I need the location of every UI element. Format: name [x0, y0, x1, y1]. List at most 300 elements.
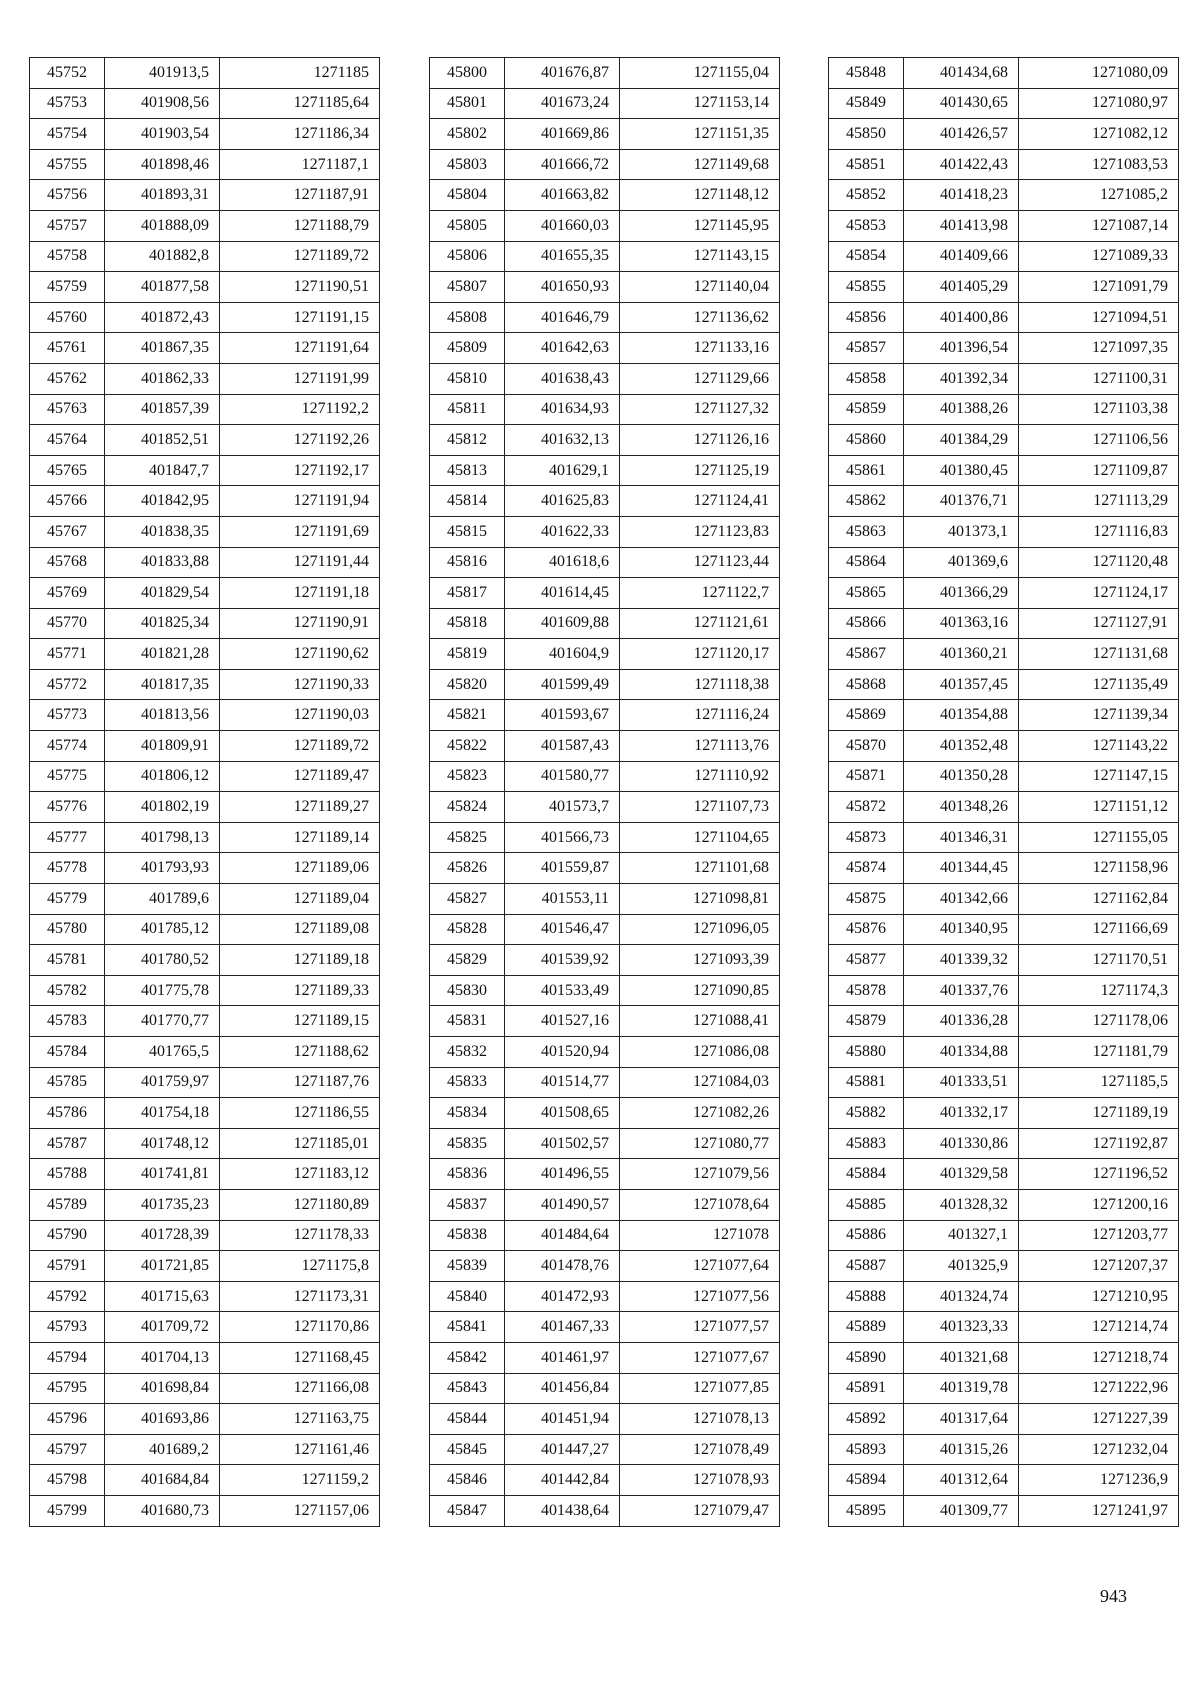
table-row — [430, 1281, 780, 1312]
table-row — [829, 1373, 1179, 1404]
point-number-cell: 45810 — [430, 363, 505, 394]
table-row — [829, 1067, 1179, 1098]
x-coordinate-cell: 401704,13 — [105, 1342, 220, 1373]
x-coordinate-cell: 401527,16 — [505, 1006, 620, 1037]
y-coordinate-cell: 1271188,79 — [220, 210, 380, 241]
x-coordinate-cell: 401442,84 — [505, 1465, 620, 1496]
point-number-cell: 45809 — [430, 333, 505, 364]
point-number-cell: 45771 — [30, 639, 105, 670]
x-coordinate-cell: 401872,43 — [105, 302, 220, 333]
x-coordinate-cell: 401325,9 — [904, 1251, 1019, 1282]
point-number-cell: 45842 — [430, 1342, 505, 1373]
table-row — [430, 945, 780, 976]
y-coordinate-cell: 1271085,2 — [1019, 180, 1179, 211]
table-row — [829, 1251, 1179, 1282]
x-coordinate-cell: 401793,93 — [105, 853, 220, 884]
table-row — [30, 608, 380, 639]
y-coordinate-cell: 1271189,72 — [220, 241, 380, 272]
table-row — [829, 1342, 1179, 1373]
point-number-cell: 45840 — [430, 1281, 505, 1312]
y-coordinate-cell: 1271189,19 — [1019, 1098, 1179, 1129]
point-number-cell: 45808 — [430, 302, 505, 333]
table-row — [430, 241, 780, 272]
y-coordinate-cell: 1271185,5 — [1019, 1067, 1179, 1098]
table-row — [30, 486, 380, 517]
x-coordinate-cell: 401759,97 — [105, 1067, 220, 1098]
y-coordinate-cell: 1271190,33 — [220, 669, 380, 700]
point-number-cell: 45819 — [430, 639, 505, 670]
y-coordinate-cell: 1271097,35 — [1019, 333, 1179, 364]
x-coordinate-cell: 401741,81 — [105, 1159, 220, 1190]
y-coordinate-cell: 1271157,06 — [220, 1495, 380, 1526]
x-coordinate-cell: 401533,49 — [505, 975, 620, 1006]
x-coordinate-cell: 401324,74 — [904, 1281, 1019, 1312]
table-row — [430, 58, 780, 89]
table-row — [30, 1037, 380, 1068]
point-number-cell: 45782 — [30, 975, 105, 1006]
x-coordinate-cell: 401862,33 — [105, 363, 220, 394]
table-row — [430, 1220, 780, 1251]
y-coordinate-cell: 1271147,15 — [1019, 761, 1179, 792]
x-coordinate-cell: 401599,49 — [505, 669, 620, 700]
x-coordinate-cell: 401629,1 — [505, 455, 620, 486]
x-coordinate-cell: 401715,63 — [105, 1281, 220, 1312]
point-number-cell: 45775 — [30, 761, 105, 792]
y-coordinate-cell: 1271091,79 — [1019, 272, 1179, 303]
x-coordinate-cell: 401618,6 — [505, 547, 620, 578]
y-coordinate-cell: 1271185,01 — [220, 1128, 380, 1159]
x-coordinate-cell: 401447,27 — [505, 1434, 620, 1465]
y-coordinate-cell: 1271241,97 — [1019, 1495, 1179, 1526]
x-coordinate-cell: 401913,5 — [105, 58, 220, 89]
y-coordinate-cell: 1271094,51 — [1019, 302, 1179, 333]
point-number-cell: 45762 — [30, 363, 105, 394]
x-coordinate-cell: 401838,35 — [105, 516, 220, 547]
x-coordinate-cell: 401350,28 — [904, 761, 1019, 792]
y-coordinate-cell: 1271088,41 — [620, 1006, 780, 1037]
table-row — [430, 1251, 780, 1282]
y-coordinate-cell: 1271187,91 — [220, 180, 380, 211]
point-number-cell: 45758 — [30, 241, 105, 272]
table-row — [30, 333, 380, 364]
y-coordinate-cell: 1271122,7 — [620, 578, 780, 609]
x-coordinate-cell: 401604,9 — [505, 639, 620, 670]
point-number-cell: 45875 — [829, 884, 904, 915]
y-coordinate-cell: 1271082,26 — [620, 1098, 780, 1129]
point-number-cell: 45844 — [430, 1404, 505, 1435]
y-coordinate-cell: 1271116,24 — [620, 700, 780, 731]
point-number-cell: 45768 — [30, 547, 105, 578]
x-coordinate-cell: 401882,8 — [105, 241, 220, 272]
y-coordinate-cell: 1271190,03 — [220, 700, 380, 731]
point-number-cell: 45818 — [430, 608, 505, 639]
y-coordinate-cell: 1271103,38 — [1019, 394, 1179, 425]
table-row — [30, 1495, 380, 1526]
table-row — [430, 884, 780, 915]
table-row — [430, 975, 780, 1006]
y-coordinate-cell: 1271162,84 — [1019, 884, 1179, 915]
y-coordinate-cell: 1271087,14 — [1019, 210, 1179, 241]
y-coordinate-cell: 1271191,18 — [220, 578, 380, 609]
table-row — [829, 761, 1179, 792]
table-row — [30, 1404, 380, 1435]
y-coordinate-cell: 1271174,3 — [1019, 975, 1179, 1006]
point-number-cell: 45790 — [30, 1220, 105, 1251]
table-row — [30, 394, 380, 425]
point-number-cell: 45805 — [430, 210, 505, 241]
y-coordinate-cell: 1271082,12 — [1019, 119, 1179, 150]
x-coordinate-cell: 401587,43 — [505, 731, 620, 762]
point-number-cell: 45895 — [829, 1495, 904, 1526]
table-row — [30, 1067, 380, 1098]
point-number-cell: 45804 — [430, 180, 505, 211]
x-coordinate-cell: 401802,19 — [105, 792, 220, 823]
table-row — [829, 88, 1179, 119]
y-coordinate-cell: 1271093,39 — [620, 945, 780, 976]
x-coordinate-cell: 401825,34 — [105, 608, 220, 639]
point-number-cell: 45852 — [829, 180, 904, 211]
x-coordinate-cell: 401348,26 — [904, 792, 1019, 823]
table-row — [829, 853, 1179, 884]
y-coordinate-cell: 1271191,94 — [220, 486, 380, 517]
point-number-cell: 45894 — [829, 1465, 904, 1496]
table-row — [30, 425, 380, 456]
point-number-cell: 45886 — [829, 1220, 904, 1251]
x-coordinate-cell: 401666,72 — [505, 149, 620, 180]
point-number-cell: 45753 — [30, 88, 105, 119]
table-row — [430, 547, 780, 578]
x-coordinate-cell: 401593,67 — [505, 700, 620, 731]
point-number-cell: 45763 — [30, 394, 105, 425]
y-coordinate-cell: 1271181,79 — [1019, 1037, 1179, 1068]
x-coordinate-cell: 401809,91 — [105, 731, 220, 762]
table-row — [829, 1281, 1179, 1312]
table-row — [430, 669, 780, 700]
y-coordinate-cell: 1271189,27 — [220, 792, 380, 823]
x-coordinate-cell: 401684,84 — [105, 1465, 220, 1496]
point-number-cell: 45798 — [30, 1465, 105, 1496]
point-number-cell: 45812 — [430, 425, 505, 456]
y-coordinate-cell: 1271139,34 — [1019, 700, 1179, 731]
y-coordinate-cell: 1271158,96 — [1019, 853, 1179, 884]
y-coordinate-cell: 1271178,06 — [1019, 1006, 1179, 1037]
point-number-cell: 45755 — [30, 149, 105, 180]
point-number-cell: 45879 — [829, 1006, 904, 1037]
point-number-cell: 45858 — [829, 363, 904, 394]
y-coordinate-cell: 1271145,95 — [620, 210, 780, 241]
point-number-cell: 45830 — [430, 975, 505, 1006]
point-number-cell: 45794 — [30, 1342, 105, 1373]
x-coordinate-cell: 401336,28 — [904, 1006, 1019, 1037]
x-coordinate-cell: 401638,43 — [505, 363, 620, 394]
table-row — [30, 1189, 380, 1220]
table-row — [430, 1067, 780, 1098]
x-coordinate-cell: 401328,32 — [904, 1189, 1019, 1220]
table-row — [430, 853, 780, 884]
y-coordinate-cell: 1271080,77 — [620, 1128, 780, 1159]
table-row — [30, 1434, 380, 1465]
y-coordinate-cell: 1271187,1 — [220, 149, 380, 180]
table-row — [430, 1434, 780, 1465]
table-row — [829, 1006, 1179, 1037]
point-number-cell: 45855 — [829, 272, 904, 303]
point-number-cell: 45880 — [829, 1037, 904, 1068]
point-number-cell: 45864 — [829, 547, 904, 578]
table-row — [30, 945, 380, 976]
point-number-cell: 45843 — [430, 1373, 505, 1404]
x-coordinate-cell: 401422,43 — [904, 149, 1019, 180]
y-coordinate-cell: 1271192,26 — [220, 425, 380, 456]
table-row — [30, 1128, 380, 1159]
point-number-cell: 45813 — [430, 455, 505, 486]
point-number-cell: 45846 — [430, 1465, 505, 1496]
table-row — [30, 669, 380, 700]
x-coordinate-cell: 401342,66 — [904, 884, 1019, 915]
x-coordinate-cell: 401765,5 — [105, 1037, 220, 1068]
y-coordinate-cell: 1271078,13 — [620, 1404, 780, 1435]
table-row — [430, 914, 780, 945]
y-coordinate-cell: 1271109,87 — [1019, 455, 1179, 486]
y-coordinate-cell: 1271143,15 — [620, 241, 780, 272]
table-body — [30, 58, 380, 1527]
x-coordinate-cell: 401770,77 — [105, 1006, 220, 1037]
table-row — [829, 547, 1179, 578]
y-coordinate-cell: 1271121,61 — [620, 608, 780, 639]
table-row — [829, 669, 1179, 700]
x-coordinate-cell: 401748,12 — [105, 1128, 220, 1159]
point-number-cell: 45756 — [30, 180, 105, 211]
point-number-cell: 45836 — [430, 1159, 505, 1190]
y-coordinate-cell: 1271170,86 — [220, 1312, 380, 1343]
y-coordinate-cell: 1271123,83 — [620, 516, 780, 547]
x-coordinate-cell: 401646,79 — [505, 302, 620, 333]
x-coordinate-cell: 401632,13 — [505, 425, 620, 456]
table-row — [30, 1251, 380, 1282]
y-coordinate-cell: 1271118,38 — [620, 669, 780, 700]
table-row — [430, 639, 780, 670]
point-number-cell: 45857 — [829, 333, 904, 364]
x-coordinate-cell: 401857,39 — [105, 394, 220, 425]
x-coordinate-cell: 401852,51 — [105, 425, 220, 456]
y-coordinate-cell: 1271192,2 — [220, 394, 380, 425]
table-row — [30, 241, 380, 272]
x-coordinate-cell: 401409,66 — [904, 241, 1019, 272]
table-row — [829, 1495, 1179, 1526]
x-coordinate-cell: 401559,87 — [505, 853, 620, 884]
y-coordinate-cell: 1271078,93 — [620, 1465, 780, 1496]
table-row — [30, 302, 380, 333]
x-coordinate-cell: 401337,76 — [904, 975, 1019, 1006]
point-number-cell: 45769 — [30, 578, 105, 609]
y-coordinate-cell: 1271185,64 — [220, 88, 380, 119]
y-coordinate-cell: 1271203,77 — [1019, 1220, 1179, 1251]
table-row — [829, 486, 1179, 517]
x-coordinate-cell: 401344,45 — [904, 853, 1019, 884]
table-row — [30, 639, 380, 670]
point-number-cell: 45761 — [30, 333, 105, 364]
y-coordinate-cell: 1271080,09 — [1019, 58, 1179, 89]
point-number-cell: 45764 — [30, 425, 105, 456]
y-coordinate-cell: 1271084,03 — [620, 1067, 780, 1098]
point-number-cell: 45811 — [430, 394, 505, 425]
table-row — [829, 394, 1179, 425]
x-coordinate-cell: 401334,88 — [904, 1037, 1019, 1068]
y-coordinate-cell: 1271214,74 — [1019, 1312, 1179, 1343]
y-coordinate-cell: 1271100,31 — [1019, 363, 1179, 394]
x-coordinate-cell: 401625,83 — [505, 486, 620, 517]
y-coordinate-cell: 1271232,04 — [1019, 1434, 1179, 1465]
x-coordinate-cell: 401775,78 — [105, 975, 220, 1006]
x-coordinate-cell: 401380,45 — [904, 455, 1019, 486]
point-number-cell: 45807 — [430, 272, 505, 303]
point-number-cell: 45752 — [30, 58, 105, 89]
y-coordinate-cell: 1271136,62 — [620, 302, 780, 333]
coordinate-table-2 — [429, 57, 780, 1527]
point-number-cell: 45893 — [829, 1434, 904, 1465]
x-coordinate-cell: 401553,11 — [505, 884, 620, 915]
x-coordinate-cell: 401339,32 — [904, 945, 1019, 976]
x-coordinate-cell: 401496,55 — [505, 1159, 620, 1190]
y-coordinate-cell: 1271188,62 — [220, 1037, 380, 1068]
y-coordinate-cell: 1271133,16 — [620, 333, 780, 364]
table-row — [430, 1373, 780, 1404]
x-coordinate-cell: 401352,48 — [904, 731, 1019, 762]
table-row — [30, 547, 380, 578]
x-coordinate-cell: 401332,17 — [904, 1098, 1019, 1129]
y-coordinate-cell: 1271104,65 — [620, 822, 780, 853]
y-coordinate-cell: 1271186,55 — [220, 1098, 380, 1129]
y-coordinate-cell: 1271227,39 — [1019, 1404, 1179, 1435]
table-row — [829, 1220, 1179, 1251]
table-row — [829, 516, 1179, 547]
table-row — [430, 1006, 780, 1037]
point-number-cell: 45822 — [430, 731, 505, 762]
x-coordinate-cell: 401434,68 — [904, 58, 1019, 89]
table-row — [430, 486, 780, 517]
y-coordinate-cell: 1271155,04 — [620, 58, 780, 89]
y-coordinate-cell: 1271077,57 — [620, 1312, 780, 1343]
x-coordinate-cell: 401376,71 — [904, 486, 1019, 517]
point-number-cell: 45780 — [30, 914, 105, 945]
point-number-cell: 45766 — [30, 486, 105, 517]
y-coordinate-cell: 1271083,53 — [1019, 149, 1179, 180]
table-row — [829, 363, 1179, 394]
table-row — [430, 1159, 780, 1190]
x-coordinate-cell: 401478,76 — [505, 1251, 620, 1282]
table-row — [30, 210, 380, 241]
y-coordinate-cell: 1271127,91 — [1019, 608, 1179, 639]
point-number-cell: 45772 — [30, 669, 105, 700]
x-coordinate-cell: 401309,77 — [904, 1495, 1019, 1526]
x-coordinate-cell: 401780,52 — [105, 945, 220, 976]
y-coordinate-cell: 1271077,85 — [620, 1373, 780, 1404]
y-coordinate-cell: 1271127,32 — [620, 394, 780, 425]
y-coordinate-cell: 1271190,62 — [220, 639, 380, 670]
point-number-cell: 45841 — [430, 1312, 505, 1343]
y-coordinate-cell: 1271189,47 — [220, 761, 380, 792]
point-number-cell: 45827 — [430, 884, 505, 915]
y-coordinate-cell: 1271196,52 — [1019, 1159, 1179, 1190]
x-coordinate-cell: 401319,78 — [904, 1373, 1019, 1404]
table-row — [829, 272, 1179, 303]
coordinate-table-3 — [828, 57, 1179, 1527]
table-row — [829, 1189, 1179, 1220]
point-number-cell: 45856 — [829, 302, 904, 333]
point-number-cell: 45777 — [30, 822, 105, 853]
x-coordinate-cell: 401315,26 — [904, 1434, 1019, 1465]
point-number-cell: 45814 — [430, 486, 505, 517]
table-body — [430, 58, 780, 1527]
x-coordinate-cell: 401833,88 — [105, 547, 220, 578]
x-coordinate-cell: 401461,97 — [505, 1342, 620, 1373]
table-row — [430, 1098, 780, 1129]
point-number-cell: 45877 — [829, 945, 904, 976]
table-row — [430, 210, 780, 241]
y-coordinate-cell: 1271077,67 — [620, 1342, 780, 1373]
table-row — [829, 639, 1179, 670]
table-row — [829, 302, 1179, 333]
y-coordinate-cell: 1271207,37 — [1019, 1251, 1179, 1282]
y-coordinate-cell: 1271189,72 — [220, 731, 380, 762]
table-row — [430, 1037, 780, 1068]
y-coordinate-cell: 1271187,76 — [220, 1067, 380, 1098]
x-coordinate-cell: 401813,56 — [105, 700, 220, 731]
x-coordinate-cell: 401451,94 — [505, 1404, 620, 1435]
x-coordinate-cell: 401539,92 — [505, 945, 620, 976]
table-row — [430, 1342, 780, 1373]
table-row — [30, 731, 380, 762]
table-row — [430, 425, 780, 456]
table-row — [829, 945, 1179, 976]
table-row — [829, 1037, 1179, 1068]
point-number-cell: 45776 — [30, 792, 105, 823]
point-number-cell: 45869 — [829, 700, 904, 731]
point-number-cell: 45826 — [430, 853, 505, 884]
point-number-cell: 45773 — [30, 700, 105, 731]
x-coordinate-cell: 401663,82 — [505, 180, 620, 211]
y-coordinate-cell: 1271113,29 — [1019, 486, 1179, 517]
table-row — [430, 1312, 780, 1343]
table-row — [30, 1373, 380, 1404]
y-coordinate-cell: 1271173,31 — [220, 1281, 380, 1312]
x-coordinate-cell: 401396,54 — [904, 333, 1019, 364]
y-coordinate-cell: 1271189,14 — [220, 822, 380, 853]
table-row — [430, 578, 780, 609]
table-row — [30, 1220, 380, 1251]
table-row — [829, 1465, 1179, 1496]
y-coordinate-cell: 1271192,17 — [220, 455, 380, 486]
x-coordinate-cell: 401888,09 — [105, 210, 220, 241]
x-coordinate-cell: 401893,31 — [105, 180, 220, 211]
table-row — [829, 1098, 1179, 1129]
x-coordinate-cell: 401580,77 — [505, 761, 620, 792]
x-coordinate-cell: 401366,29 — [904, 578, 1019, 609]
point-number-cell: 45870 — [829, 731, 904, 762]
y-coordinate-cell: 1271161,46 — [220, 1434, 380, 1465]
table-row — [829, 700, 1179, 731]
y-coordinate-cell: 1271151,35 — [620, 119, 780, 150]
x-coordinate-cell: 401346,31 — [904, 822, 1019, 853]
x-coordinate-cell: 401354,88 — [904, 700, 1019, 731]
x-coordinate-cell: 401327,1 — [904, 1220, 1019, 1251]
x-coordinate-cell: 401438,64 — [505, 1495, 620, 1526]
y-coordinate-cell: 1271191,44 — [220, 547, 380, 578]
point-number-cell: 45845 — [430, 1434, 505, 1465]
table-row — [829, 884, 1179, 915]
x-coordinate-cell: 401821,28 — [105, 639, 220, 670]
x-coordinate-cell: 401514,77 — [505, 1067, 620, 1098]
point-number-cell: 45834 — [430, 1098, 505, 1129]
